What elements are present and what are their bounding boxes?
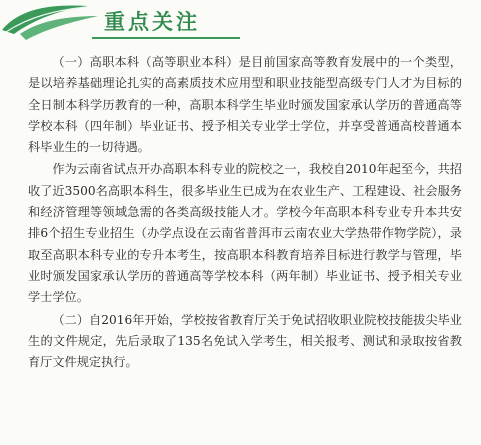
page-title: 重点关注: [104, 10, 200, 34]
paragraph-2: 作为云南省试点开办高职本科专业的院校之一，我校自2010年起至今，共招收了近3500名高职本科生，很多毕业生已成为在农业生产、工程建设、社会服务和经济管理等领域急需的各类高级技能人才。学校今年高职本科专业专升本共安排6个招生专业招生（办学点设在云南省普洱市云南农业大学热带作物学院），录取至高职本科专业的专升本考生，按高职本科教育培养目标进行教学与管理，毕业时颁发国家承认学历的普通高等学校本科（两年制）毕业证书、授予相关专业学士学位。: [28, 162, 462, 305]
paragraph-1: （一）高职本科（高等职业本科）是目前国家高等教育发展中的一个类型，是以培养基础理论扎实的高素质技术应用型和职业技能型高级专门人才为目标的全日制本科学历教育的一种，高职本科学生毕业时颁发国家承认学历的普通高等学校本科（四年制）毕业证书、授予相关专业学士学位，并享受普通高校普通本科毕业生的一切待遇。: [28, 55, 462, 155]
header-decoration: [0, 0, 481, 48]
article-body: [28, 52, 462, 374]
section-header: [0, 0, 481, 48]
paragraph-3: （二）自2016年开始，学校按省教育厅关于免试招收职业院校技能拔尖毕业生的文件规定，先后录取了135名免试入学考生，相关报考、测试和录取按省教育厅文件规定执行。: [28, 312, 462, 370]
